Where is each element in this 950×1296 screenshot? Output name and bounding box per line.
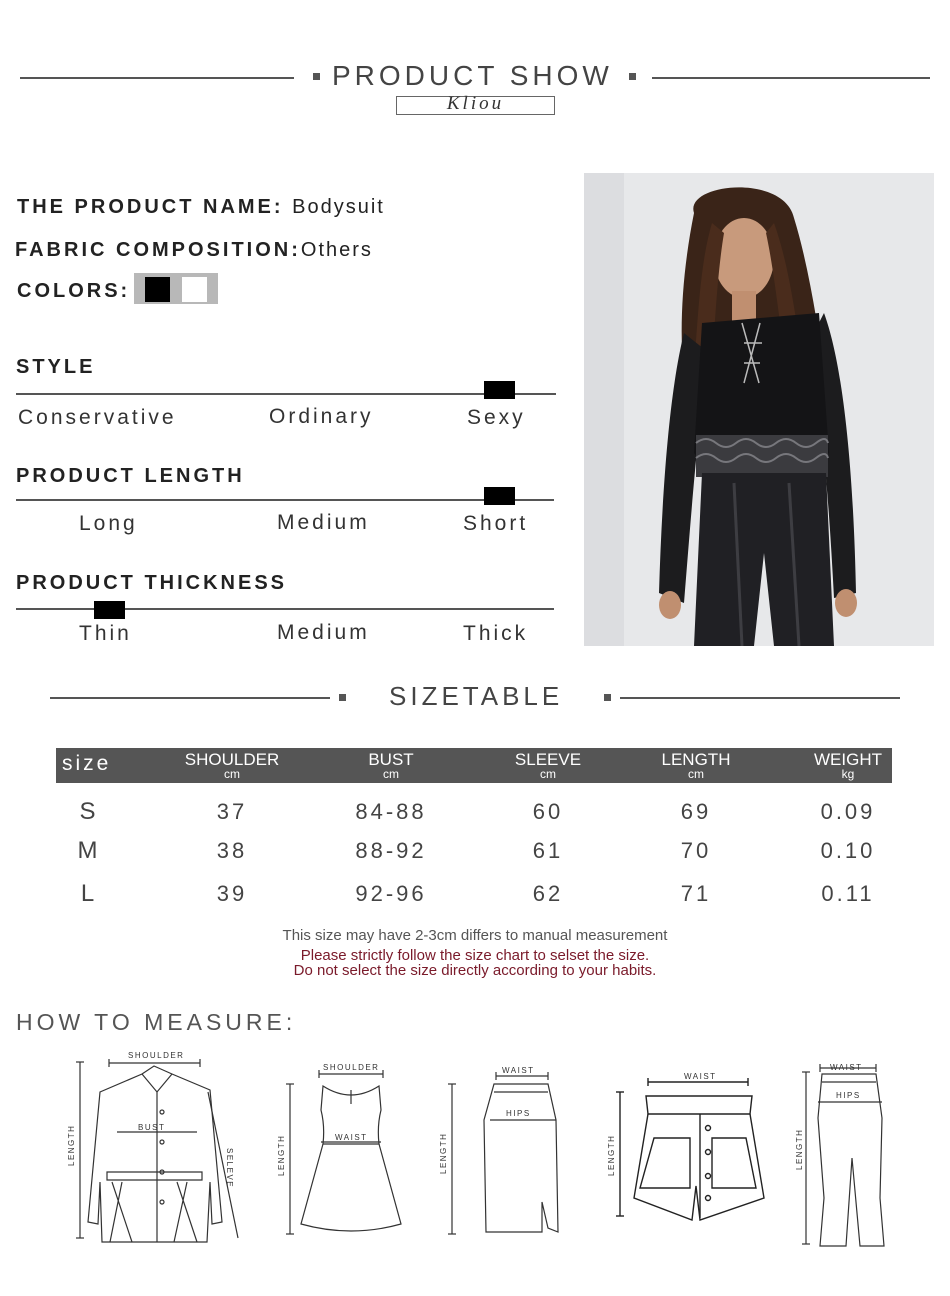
table-cell: 0.09 <box>820 799 876 824</box>
dress-shoulder-label: SHOULDER <box>323 1063 380 1072</box>
skirt-length-label: LENGTH <box>439 1132 448 1174</box>
thickness-option-thin: Thin <box>79 622 132 645</box>
col-header-sleeve-label: SLEEVE <box>514 750 582 769</box>
brand-name: Kliou <box>446 93 505 114</box>
style-option-conservative: Conservative <box>18 406 177 429</box>
col-header-weight-unit: kg <box>841 767 855 781</box>
col-header-bust-unit: cm <box>383 767 399 781</box>
skirt-waist-label: WAIST <box>502 1066 535 1075</box>
pants-measure-diagram <box>790 1058 900 1253</box>
product-name-value: Bodysuit <box>292 196 385 218</box>
fabric-label: FABRIC COMPOSITION: <box>15 239 301 261</box>
col-header-size <box>62 752 122 775</box>
table-cell: 69 <box>680 799 712 824</box>
jacket-length-label: LENGTH <box>67 1124 76 1166</box>
style-option-sexy: Sexy <box>467 406 526 429</box>
colors-label: COLORS: <box>17 280 131 302</box>
table-cell: 61 <box>532 838 564 863</box>
table-cell: 0.11 <box>821 881 875 906</box>
model-illustration <box>584 173 934 646</box>
color-swatch-black[interactable] <box>145 277 170 302</box>
table-cell: 84-88 <box>355 799 427 824</box>
thickness-heading: PRODUCT THICKNESS <box>16 572 288 594</box>
table-cell: M <box>77 837 101 864</box>
style-marker <box>484 381 515 399</box>
col-header-length <box>626 751 766 781</box>
col-header-weight-label: WEIGHT <box>814 750 882 769</box>
header-dot-left <box>313 73 320 80</box>
colors-line <box>17 280 130 303</box>
thickness-option-medium: Medium <box>277 621 370 644</box>
shorts-waist-label: WAIST <box>684 1072 717 1081</box>
page-title: PRODUCT SHOW <box>332 60 613 91</box>
length-option-long: Long <box>79 512 138 535</box>
header-dot-right <box>629 73 636 80</box>
jacket-shoulder-label: SHOULDER <box>128 1052 185 1060</box>
length-heading: PRODUCT LENGTH <box>16 465 245 487</box>
col-header-shoulder <box>162 751 302 781</box>
table-cell: 39 <box>216 881 248 906</box>
table-cell: 60 <box>532 799 564 824</box>
product-name-label: THE PRODUCT NAME: <box>17 196 284 218</box>
pants-length-label: LENGTH <box>795 1128 804 1170</box>
jacket-bust-label: BUST <box>138 1123 166 1132</box>
length-option-short: Short <box>463 512 529 535</box>
table-cell: 38 <box>216 838 248 863</box>
color-swatch-white[interactable] <box>182 277 207 302</box>
size-warning-1: Please strictly follow the size chart to selset the size. <box>300 947 650 964</box>
dress-length-label: LENGTH <box>277 1134 286 1176</box>
pants-waist-label: WAIST <box>830 1063 863 1072</box>
col-header-length-unit: cm <box>688 767 704 781</box>
table-cell: S <box>79 798 99 825</box>
thickness-option-thick: Thick <box>463 622 529 645</box>
sizetable-rule-left <box>50 697 330 699</box>
col-header-weight <box>778 751 918 781</box>
length-marker <box>484 487 515 505</box>
table-cell: 0.10 <box>820 838 876 863</box>
col-header-size-label: size <box>62 752 112 775</box>
header-rule-left <box>20 77 294 79</box>
table-cell: L <box>80 880 98 907</box>
col-header-bust <box>321 751 461 781</box>
jacket-measure-diagram <box>62 1052 252 1252</box>
col-header-length-label: LENGTH <box>661 750 731 769</box>
style-heading: STYLE <box>16 356 96 378</box>
measure-title: HOW TO MEASURE: <box>16 1009 297 1035</box>
product-name-line <box>17 196 385 219</box>
table-cell: 71 <box>680 881 712 906</box>
product-photo <box>584 173 934 646</box>
table-cell: 37 <box>216 799 248 824</box>
style-scale-line <box>16 393 556 395</box>
size-note: This size may have 2-3cm differs to manual measurement <box>282 927 668 944</box>
shorts-length-label: LENGTH <box>607 1134 616 1176</box>
table-cell: 92-96 <box>355 881 427 906</box>
sizetable-title: SIZETABLE <box>389 681 564 711</box>
dress-measure-diagram <box>273 1060 418 1240</box>
length-option-medium: Medium <box>277 511 370 534</box>
thickness-marker <box>94 601 125 619</box>
skirt-measure-diagram <box>436 1062 566 1242</box>
sizetable-rule-right <box>620 697 900 699</box>
col-header-shoulder-label: SHOULDER <box>184 750 280 769</box>
col-header-shoulder-unit: cm <box>224 767 240 781</box>
dress-waist-label: WAIST <box>335 1133 368 1142</box>
length-scale-line <box>16 499 554 501</box>
fabric-line <box>15 239 373 262</box>
pants-hips-label: HIPS <box>836 1091 861 1100</box>
size-table-header <box>56 748 892 783</box>
fabric-value: Others <box>300 239 373 261</box>
table-cell: 88-92 <box>355 838 427 863</box>
col-header-sleeve-unit: cm <box>540 767 556 781</box>
sizetable-dot-right <box>604 694 611 701</box>
jacket-sleeve-label: SELEVE <box>225 1148 234 1189</box>
table-cell: 62 <box>532 881 564 906</box>
style-option-ordinary: Ordinary <box>269 405 374 428</box>
skirt-hips-label: HIPS <box>506 1109 531 1118</box>
header-rule-right <box>652 77 930 79</box>
table-cell: 70 <box>680 838 712 863</box>
shorts-measure-diagram <box>604 1068 774 1238</box>
size-warning-2: Do not select the size directly according to your habits. <box>293 962 657 979</box>
col-header-bust-label: BUST <box>368 750 414 769</box>
col-header-sleeve <box>478 751 618 781</box>
sizetable-dot-left <box>339 694 346 701</box>
